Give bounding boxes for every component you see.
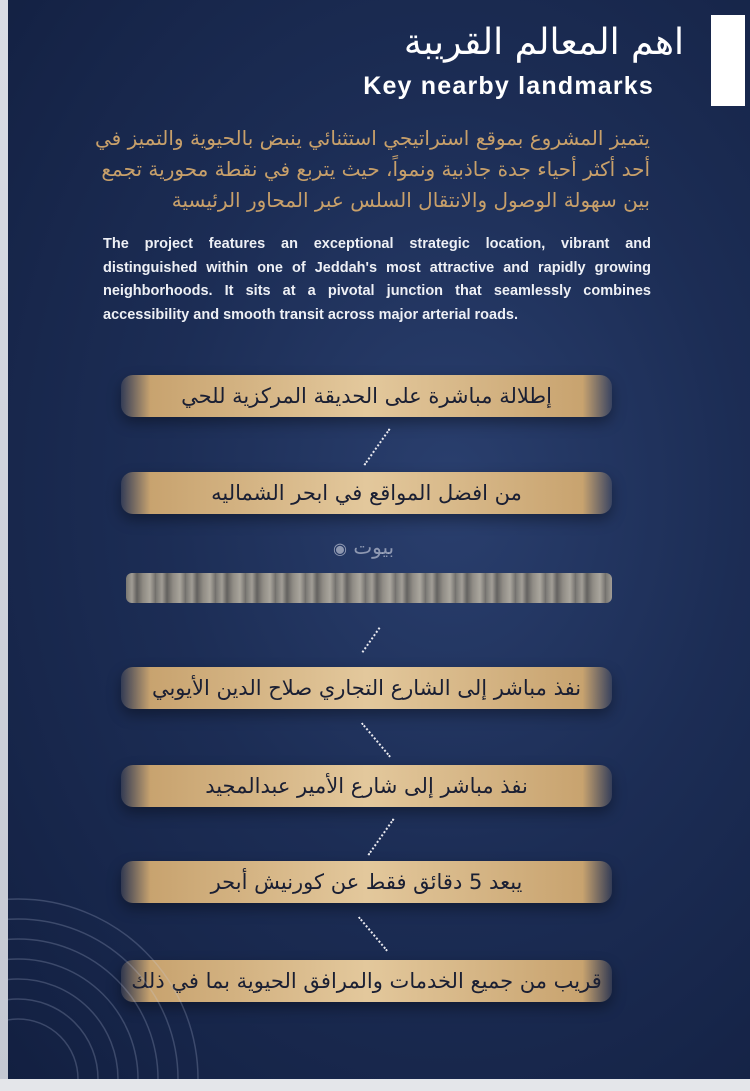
landmark-label: قريب من جميع الخدمات والمرافق الحيوية بما في ذلك: [131, 969, 602, 993]
dotted-connector: [362, 627, 381, 653]
bottom-frame-border: [0, 1079, 750, 1091]
landmark-pill-3: [121, 667, 612, 709]
intro-paragraph-english: The project features an exceptional strategic location, vibrant and distinguished within one of Jeddah's most attractive and rapidly growing neighborhoods. It sits at a pivotal junction that seamlessly combines accessibility and smooth transit across major arterial roads.: [103, 236, 651, 323]
landmark-label: من افضل المواقع في ابحر الشماليه: [211, 481, 522, 505]
blurred-redacted-bar: [126, 573, 612, 603]
dotted-connector: [364, 428, 391, 465]
bayut-logo-icon: ◉: [333, 539, 347, 558]
page-title-english: Key nearby landmarks: [363, 72, 654, 100]
landmark-label: يبعد 5 دقائق فقط عن كورنيش أبحر: [210, 870, 523, 894]
landmark-pill-1: [121, 375, 612, 417]
landmark-label: نفذ مباشر إلى الشارع التجاري صلاح الدين الأيوبي: [151, 676, 582, 700]
decorative-arcs: [8, 870, 388, 1079]
dotted-connector: [368, 818, 395, 855]
white-corner-tab: [711, 15, 745, 106]
page-title-arabic: اهم المعالم القريبة: [403, 22, 684, 63]
dotted-connector: [361, 723, 391, 758]
left-frame-border: [0, 0, 8, 1091]
watermark-text: بيوت: [353, 535, 395, 559]
landmark-pill-2: [121, 472, 612, 514]
landmark-label: نفذ مباشر إلى شارع الأمير عبدالمجيد: [205, 774, 528, 798]
bayut-watermark: [333, 535, 394, 559]
intro-paragraph-arabic: يتميز المشروع بموقع استراتيجي استثنائي ينبض بالحيوية والتميز في أحد أكثر أحياء جدة جاذبية ونمواً، حيث يتربع في نقطة محورية تجمع بين سهولة الوصول والانتقال السلس عبر المحاور الرئيسية: [95, 126, 650, 212]
landmark-pill-4: [121, 765, 612, 807]
landmark-label: إطلالة مباشرة على الحديقة المركزية للحي: [181, 384, 552, 408]
